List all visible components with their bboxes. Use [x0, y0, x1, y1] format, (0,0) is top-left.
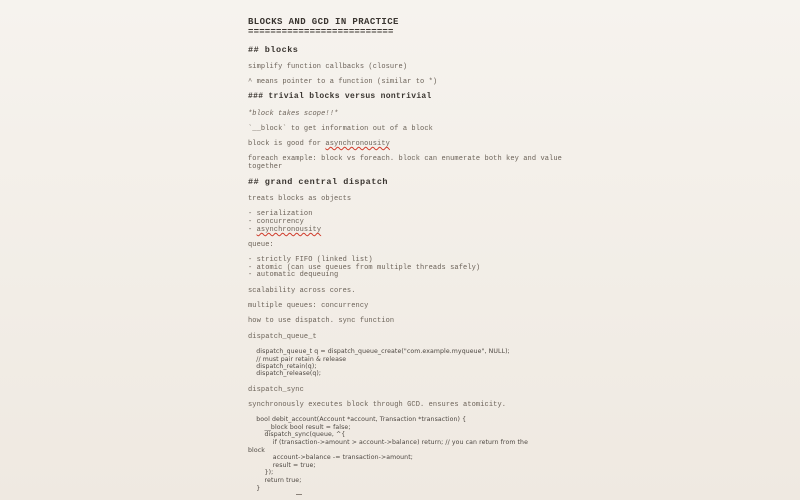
heading-blocks: ## blocks [248, 45, 299, 55]
document-title: BLOCKS AND GCD IN PRACTICE [248, 17, 399, 27]
list-item [248, 226, 321, 234]
paragraph-dispatch-sync: dispatch_sync [248, 386, 304, 394]
paragraph-foreach-line1: foreach example: block vs foreach. block can enumerate both key and value [248, 155, 562, 163]
code-line: bool debit_account(Account *account, Transaction *transaction) { [248, 416, 467, 423]
paragraph-callbacks: simplify function callbacks (closure) [248, 63, 408, 71]
list-item: - automatic dequeuing [248, 271, 339, 279]
misspelled-word[interactable]: asynchronousity [325, 140, 390, 148]
paragraph-queue-label: queue: [248, 241, 274, 249]
code-line: __block bool result = false; [248, 424, 351, 431]
paragraph-treats-blocks: treats blocks as objects [248, 195, 352, 203]
list-item: - atomic (can use queues from multiple threads safely) [248, 264, 481, 272]
code-line: result = true; [248, 462, 316, 469]
paragraph-multiple-queues: multiple queues: concurrency [248, 302, 369, 310]
code-line: dispatch_release(q); [248, 370, 322, 377]
paragraph-scalability: scalability across cores. [248, 287, 356, 295]
heading-trivial-blocks: ### trivial blocks versus nontrivial [248, 92, 432, 101]
paragraph-foreach-line2: together [248, 163, 283, 171]
list-item: - strictly FIFO (linked list) [248, 256, 373, 264]
code-line: dispatch_queue_t q = dispatch_queue_create("com.example.myqueue", NULL); [248, 348, 510, 355]
title-underline: ========================== [248, 27, 394, 37]
code-line: if (transaction->amount > account->balance) return; // you can return from the [248, 439, 528, 446]
code-line: } [248, 485, 261, 492]
list-item-bullet: - [248, 226, 257, 234]
text-cursor-mark [296, 494, 302, 495]
code-line: dispatch_sync(queue, ^{ [248, 431, 346, 438]
code-line: block [248, 447, 265, 454]
list-item: - concurrency [248, 218, 304, 226]
code-line: return true; [248, 477, 302, 484]
paragraph-dispatch-queue-t: dispatch_queue_t [248, 333, 317, 341]
code-line: // must pair retain & release [248, 356, 347, 363]
paragraph-async-text: block is good for [248, 140, 326, 148]
code-line: account->balance -= transaction->amount; [248, 454, 413, 461]
paragraph-pointer: ^ means pointer to a function (similar to *) [248, 78, 438, 86]
paragraph-block-keyword: `__block` to get information out of a block [248, 125, 433, 133]
heading-gcd: ## grand central dispatch [248, 177, 389, 187]
paragraph-async [248, 140, 390, 148]
misspelled-word[interactable]: asynchronousity [256, 226, 322, 234]
paragraph-sync-desc: synchronously executes block through GCD. ensures atomicity. [248, 401, 507, 409]
code-line: }); [248, 469, 274, 476]
list-item: - serialization [248, 210, 313, 218]
paragraph-block-scope: *block takes scope!!* [248, 110, 339, 118]
paragraph-how-to: how to use dispatch. sync function [248, 317, 395, 325]
code-line: dispatch_retain(q); [248, 363, 317, 370]
